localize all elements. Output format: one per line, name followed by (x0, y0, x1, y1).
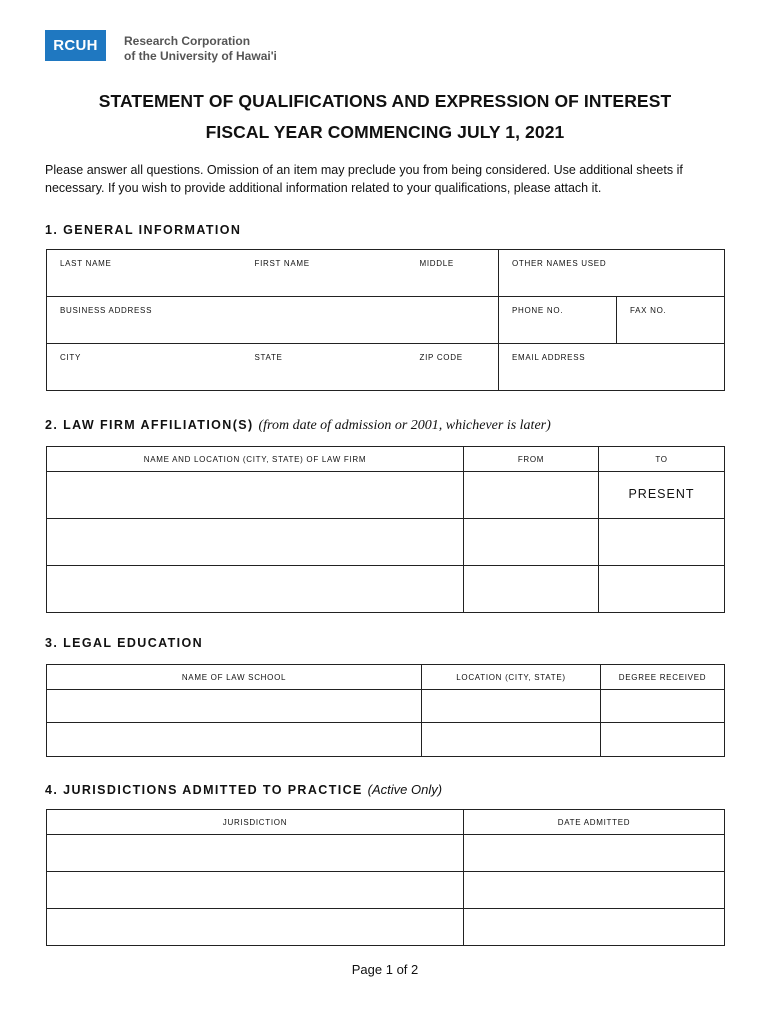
intro-instructions: Please answer all questions. Omission of an item may preclude you from being considered. Use additional sheets if necessary. If you wish to provide additional information related to your qualifications, please attach it. (45, 163, 683, 195)
zip-code-label: ZIP CODE (419, 353, 463, 362)
law-firm-name-cell[interactable] (47, 566, 464, 613)
phone-label: PHONE NO. (512, 306, 564, 315)
phone-field[interactable] (499, 297, 617, 344)
last-name-field[interactable] (47, 250, 242, 297)
business-address-field[interactable] (47, 297, 499, 344)
fax-label: FAX NO. (630, 306, 667, 315)
law-firm-to-header: TO (599, 447, 725, 472)
section-law-firm-heading (45, 418, 551, 434)
date-admitted-cell[interactable] (464, 872, 725, 909)
jurisdictions-table (46, 809, 725, 946)
school-location-header: LOCATION (CITY, STATE) (422, 665, 601, 690)
city-label: CITY (60, 353, 82, 362)
legal-education-table (46, 664, 725, 757)
middle-name-field[interactable] (407, 250, 499, 297)
table-row (47, 690, 725, 723)
law-firm-from-cell[interactable] (464, 566, 599, 613)
other-names-label: OTHER NAMES USED (512, 259, 607, 268)
table-row (47, 872, 725, 909)
law-firm-name-cell[interactable] (47, 519, 464, 566)
table-row (47, 835, 725, 872)
section-jurisdictions-note: (Active Only) (367, 782, 443, 797)
jurisdiction-header: JURISDICTION (47, 810, 464, 835)
organization-name (124, 34, 277, 64)
table-row (47, 723, 725, 757)
first-name-field[interactable] (242, 250, 407, 297)
page-title: STATEMENT OF QUALIFICATIONS AND EXPRESSION OF INTEREST (98, 91, 672, 111)
law-firm-from-cell[interactable] (464, 472, 599, 519)
jurisdictions-header-row (47, 810, 725, 835)
state-field[interactable] (242, 344, 407, 391)
degree-header: DEGREE RECEIVED (601, 665, 725, 690)
business-address-label: BUSINESS ADDRESS (60, 306, 153, 315)
jurisdiction-cell[interactable] (47, 835, 464, 872)
law-firm-to-cell[interactable] (599, 472, 725, 519)
table-row (47, 909, 725, 946)
page-number: Page 1 of 2 (351, 962, 419, 977)
law-firm-to-cell[interactable] (599, 519, 725, 566)
school-location-cell[interactable] (422, 690, 601, 723)
section-general-information-heading: 1. GENERAL INFORMATION (45, 223, 242, 237)
law-firm-to-cell[interactable] (599, 566, 725, 613)
fax-field[interactable] (617, 297, 725, 344)
date-admitted-header: DATE ADMITTED (464, 810, 725, 835)
jurisdiction-cell[interactable] (47, 872, 464, 909)
rcuh-logo: RCUH (45, 30, 106, 61)
date-admitted-cell[interactable] (464, 835, 725, 872)
jurisdiction-cell[interactable] (47, 909, 464, 946)
school-location-cell[interactable] (422, 723, 601, 757)
city-field[interactable] (47, 344, 242, 391)
law-school-header: NAME OF LAW SCHOOL (47, 665, 422, 690)
last-name-label: LAST NAME (60, 259, 112, 268)
organization-name-line2: of the University of Hawai'i (124, 49, 277, 63)
law-firm-from-cell[interactable] (464, 519, 599, 566)
section-jurisdictions-heading (45, 782, 442, 797)
organization-name-line1: Research Corporation (124, 34, 251, 48)
section-legal-education-heading: 3. LEGAL EDUCATION (45, 636, 204, 650)
email-field[interactable] (499, 344, 725, 391)
state-label: STATE (254, 353, 283, 362)
law-firm-name-header: NAME AND LOCATION (CITY, STATE) OF LAW FIRM (47, 447, 464, 472)
other-names-field[interactable] (499, 250, 725, 297)
legal-education-header-row (47, 665, 725, 690)
degree-cell[interactable] (601, 690, 725, 723)
degree-cell[interactable] (601, 723, 725, 757)
section-law-firm-title: 2. LAW FIRM AFFILIATION(S) (45, 418, 254, 432)
email-label: EMAIL ADDRESS (512, 353, 586, 362)
table-row (47, 519, 725, 566)
table-row (47, 566, 725, 613)
law-firm-name-cell[interactable] (47, 472, 464, 519)
law-school-cell[interactable] (47, 723, 422, 757)
law-firm-table (46, 446, 725, 613)
middle-name-label: MIDDLE (419, 259, 454, 268)
section-law-firm-note: (from date of admission or 2001, whichever is later) (258, 418, 551, 433)
law-firm-header-row (47, 447, 725, 472)
page-subtitle: FISCAL YEAR COMMENCING JULY 1, 2021 (205, 122, 565, 142)
general-information-table (46, 249, 725, 391)
first-name-label: FIRST NAME (254, 259, 310, 268)
date-admitted-cell[interactable] (464, 909, 725, 946)
zip-code-field[interactable] (407, 344, 499, 391)
table-row (47, 472, 725, 519)
law-firm-from-header: FROM (464, 447, 599, 472)
present-label: PRESENT (628, 487, 695, 501)
law-school-cell[interactable] (47, 690, 422, 723)
section-jurisdictions-title: 4. JURISDICTIONS ADMITTED TO PRACTICE (45, 783, 363, 797)
